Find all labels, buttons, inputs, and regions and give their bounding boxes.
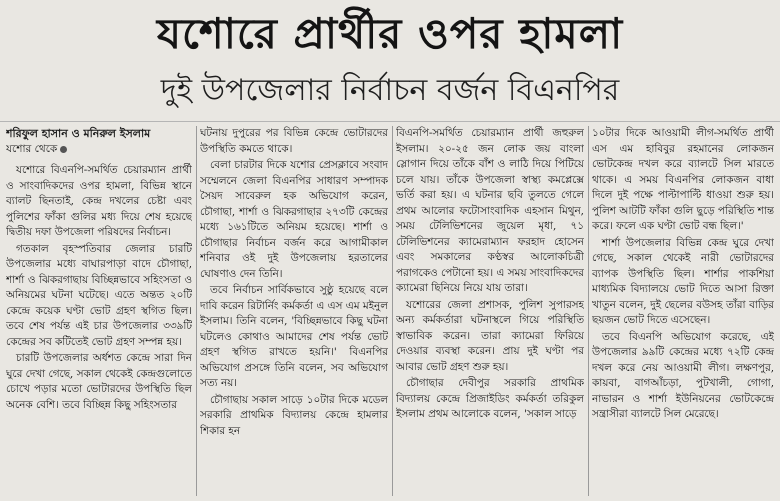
- column-divider: [392, 126, 393, 496]
- article-columns: [6, 126, 776, 498]
- column-2: [200, 126, 388, 498]
- column-divider: [588, 126, 589, 496]
- paragraph: যশোরের জেলা প্রশাসক, পুলিশ সুপারসহ অন্য কর্মকর্তারা ঘটনাস্থলে গিয়ে পরিস্থিতি স্বাভাবিক করেন। তারা ক্যামেরা ফিরিয়ে দেওয়ার ব্যবস্থা করেন। প্রায় দুই ঘণ্টা পর আবার ভোট গ্রহণ শুরু হয়।: [396, 298, 584, 373]
- headline: যশোরে প্রার্থীর ওপর হামলা: [156, 9, 624, 58]
- paragraph: গতকাল বৃহস্পতিবার জেলার চারটি উপজেলার মধ্যে বাঘারপাড়া বাদে চৌগাছা, শার্শা ও ঝিকরগাছায় বিচ্ছিন্নভাবে সহিংসতা ও অনিয়মের ঘটনা ঘটেছে। এতে অন্তত ২০টি কেন্দ্রে কয়েক ঘণ্টা ভোট গ্রহণ স্থগিত ছিল। তবে শেষ পর্যন্ত এই চার উপজেলার ৩৩৯টি কেন্দ্রের সব কটিতেই ভোট গ্রহণ সম্পন্ন হয়।: [6, 242, 192, 348]
- paragraph: ঘটনায় দুপুরের পর বিভিন্ন কেন্দ্রে ভোটারদের উপস্থিতি কমতে থাকে।: [200, 127, 388, 155]
- paragraph: বেলা চারটার দিকে যশোর প্রেসক্লাবে সংবাদ সম্মেলনে জেলা বিএনপির সাধারণ সম্পাদক সৈয়দ সাবেরুল হক অভিযোগ করেন, চৌগাছা, শার্শা ও ঝিকরগাছার ২৭৩টি কেন্দ্রের মধ্যে ১৬১টিতে অনিয়ম হয়েছে। শার্শা ও চৌগাছার নির্বাচন বর্জন করে আগামীকাল শনিবার ওই দুই উপজেলায় হরতালের ঘোষণাও দেন তিনি।: [200, 159, 388, 280]
- bullet-icon: [60, 146, 67, 153]
- paragraph: চৌগাছায় সকাল সাড়ে ১০টার দিকে মডেল সরকারি প্রাথমিক বিদ্যালয় কেন্দ্রে হামলার শিকার হন: [200, 393, 388, 437]
- byline: শরিফুল হাসান ও মনিরুল ইসলাম: [6, 127, 151, 140]
- column-divider: [196, 126, 197, 496]
- subheadline: দুই উপজেলার নির্বাচন বর্জন বিএনপির: [160, 73, 620, 108]
- paragraph: যশোরে বিএনপি-সমর্থিত চেয়ারম্যান প্রার্থী ও সাংবাদিকদের ওপর হামলা, বিভিন্ন স্থানে ব্যালট ছিনতাই, কেন্দ্র দখলের চেষ্টা এবং পুলিশের ফাঁকা গুলির মধ্য দিয়ে শেষ হয়েছে দ্বিতীয় দফা উপজেলা পরিষদের নির্বাচন।: [6, 164, 192, 238]
- dateline: [6, 142, 192, 157]
- column-4: [592, 126, 774, 498]
- top-divider: [0, 121, 780, 122]
- paragraph: শার্শা উপজেলার বিভিন্ন কেন্দ্র ঘুরে দেখা গেছে, সকাল থেকেই নারী ভোটারদের ব্যাপক উপস্থিতি ছিল। শার্শার পাকশিয়া মাধ্যমিক বিদ্যালয়ে ভোট দিতে আসা রিক্তা খাতুন বলেন, দুই ছেলের বউসহ তাঁরা বাড়ির ছয়জন ভোট দিতে এসেছেন।: [592, 236, 774, 326]
- column-3: [396, 126, 584, 498]
- column-1: [6, 126, 192, 498]
- paragraph: বিএনপি-সমর্থিত চেয়ারম্যান প্রার্থী জহুরুল ইসলাম। ২০-২৫ জন লোক জয় বাংলা স্লোগান দিয়ে তাঁকে বাঁশ ও লাঠি দিয়ে পিটিয়ে চলে যায়। তাঁকে উপজেলা স্বাস্থ্য কমপ্লেক্সে ভর্তি করা হয়। এ ঘটনার ছবি তুলতে গেলে প্রথম আলোর ফটোসাংবাদিক এহসান মিথুন, সময় টেলিভিশনের জুয়েল মৃধা, ৭১ টেলিভিশনের ক্যামেরাম্যান ফরহাদ হোসেন এবং সমকালের কণ্ঠস্বর আলোকচিত্রী পরাগকেও পেটানো হয়। এ সময় সাংবাদিকদের ক্যামেরা ছিনিয়ে নিয়ে যায় তারা।: [396, 127, 584, 294]
- paragraph: ১০টার দিকে আওয়ামী লীগ-সমর্থিত প্রার্থী এস এম হাবিবুর রহমানের লোকজন ভোটকেন্দ্র দখল করে ব্যালটে সিল মারতে থাকে। এ সময় বিএনপির লোকজন বাধা দিলে দুই পক্ষে পাল্টাপাল্টি ধাওয়া শুরু হয়। পুলিশ আটটি ফাঁকা গুলি ছুড়ে পরিস্থিতি শান্ত করে। ফলে এক ঘণ্টা ভোট বন্ধ ছিল।': [592, 127, 774, 232]
- dateline-text: যশোর থেকে: [6, 143, 58, 155]
- paragraph: চারটি উপজেলার অর্ধশত কেন্দ্রে সারা দিন ঘুরে দেখা গেছে, সকাল থেকেই কেন্দ্রগুলোতে চোখে পড়ার মতো ভোটারদের উপস্থিতি ছিল অনেক বেশি। তবে বিচ্ছিন্ন কিছু সহিংসতার: [6, 352, 192, 411]
- paragraph: চৌগাছার দেবীপুর সরকারি প্রাথমিক বিদ্যালয় কেন্দ্রে প্রিজাইডিং কর্মকর্তা তরিকুল ইসলাম প্রথম আলোকে বলেন, 'সকাল সাড়ে: [396, 377, 584, 420]
- paragraph: তবে নির্বাচন সার্বিকভাবে সুষ্ঠু হয়েছে বলে দাবি করেন রিটার্নিং কর্মকর্তা এ এস এম মইনুল ইসলাম। তিনি বলেন, 'বিচ্ছিন্নভাবে কিছু ঘটনা ঘটলেও কোথাও আমাদের শেষ পর্যন্ত ভোট গ্রহণ স্থগিত রাখতে হয়নি।' বিএনপির অভিযোগ প্রসঙ্গে তিনি বলেন, সব অভিযোগ সত্য নয়।: [200, 284, 388, 389]
- paragraph: তবে বিএনপি অভিযোগ করেছে, এই উপজেলার ৯৯টি কেন্দ্রের মধ্যে ৭২টি কেন্দ্র দখল করে নেয় আওয়ামী লীগ। লক্ষণপুর, কায়বা, বাগআঁচড়া, পুটখালী, গোগা, নাভারন ও শার্শা ইউনিয়নের ভোটকেন্দ্রে সন্ত্রাসীরা ব্যালটে সিল মেরেছে।: [592, 330, 774, 420]
